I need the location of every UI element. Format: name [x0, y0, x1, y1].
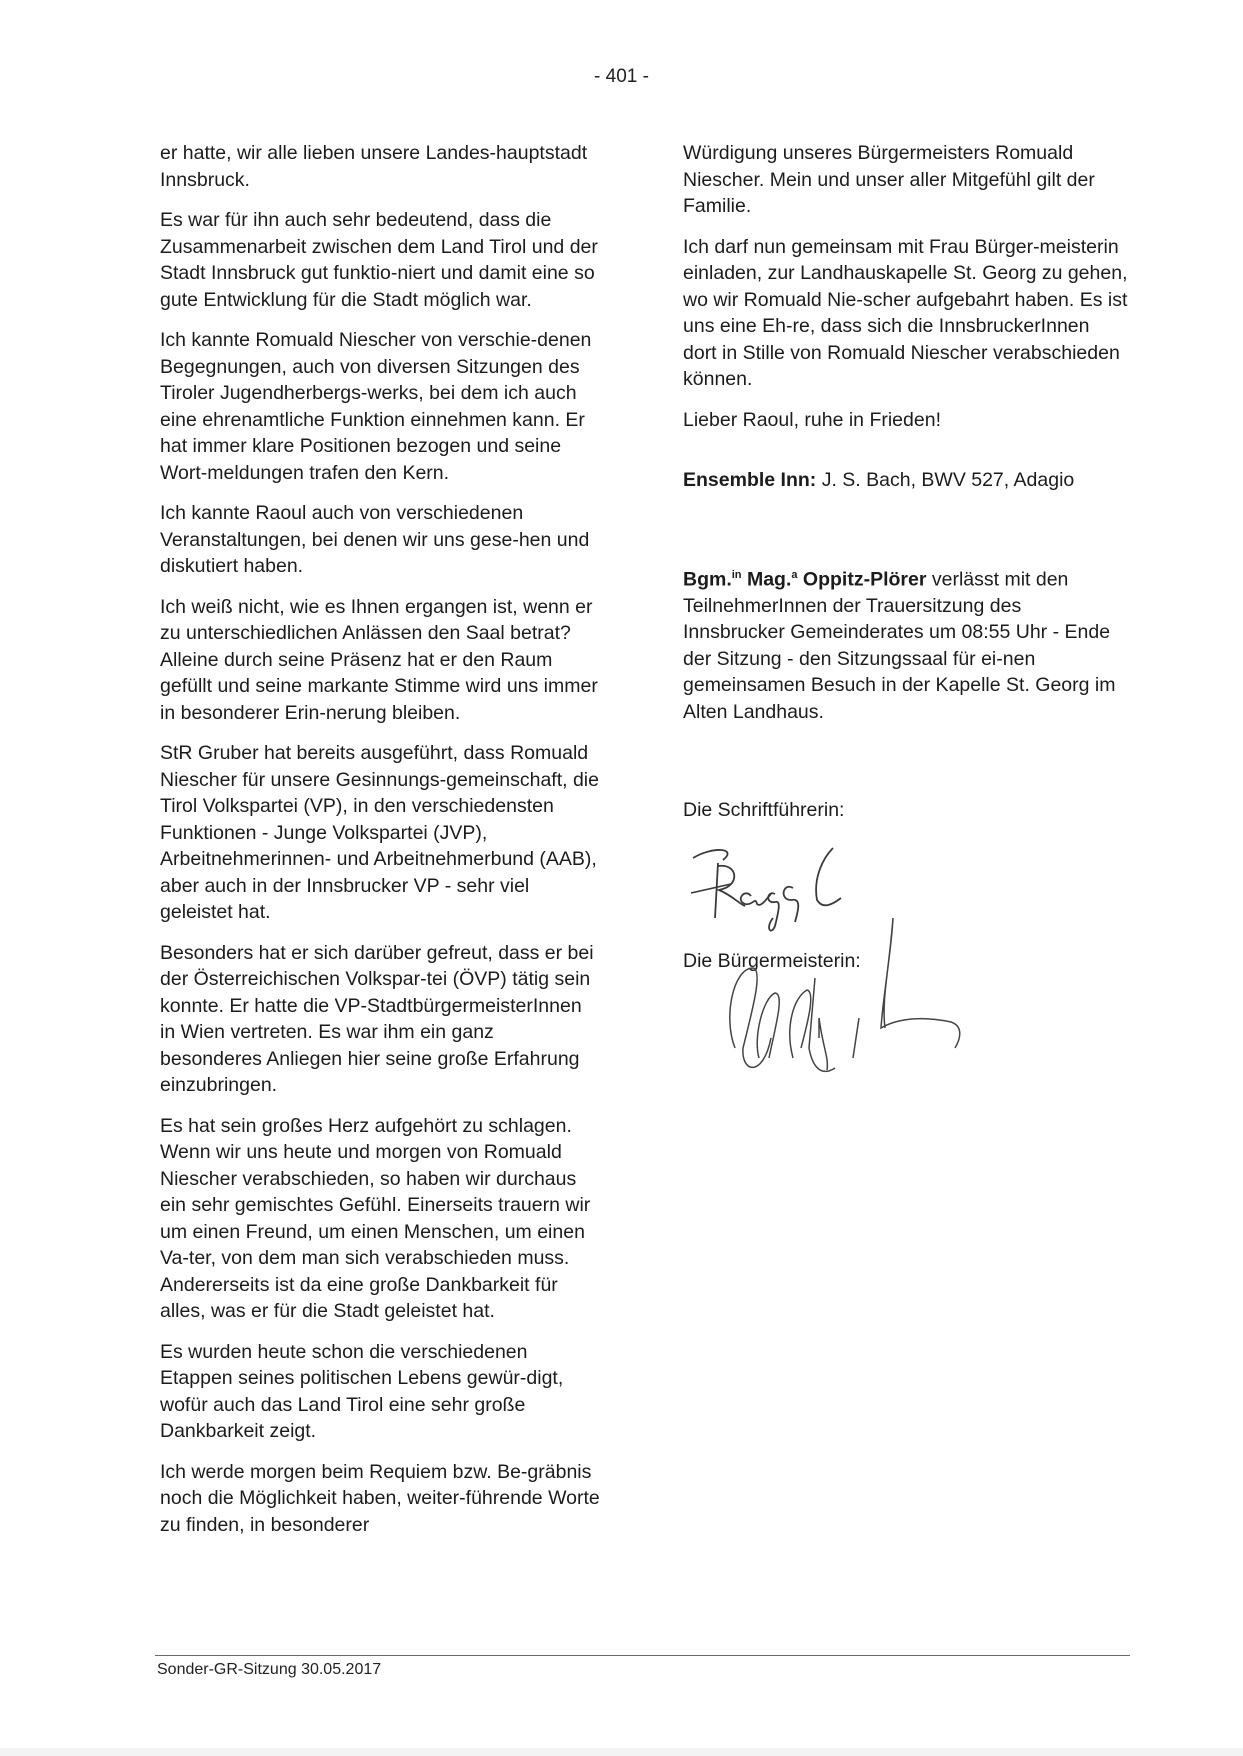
left-column	[160, 140, 600, 1552]
right-column	[683, 140, 1128, 1098]
music-performer: Ensemble Inn:	[683, 469, 817, 491]
page-number: - 401 -	[594, 66, 649, 87]
paragraph: Ich weiß nicht, wie es Ihnen ergangen ist, wenn er zu unterschiedlichen Anlässen den Saal betrat? Alleine durch seine Präsenz hat er den Raum gefüllt und seine markante Stimme wird uns immer in besonderer Erin-nerung bleiben.	[160, 595, 598, 724]
music-note	[683, 467, 1128, 494]
paragraph: StR Gruber hat bereits ausgeführt, dass Romuald Niescher für unsere Gesinnungs-gemeinschaft, die Tirol Volkspartei (VP), in den verschiedensten Funktionen - Junge Volkspartei (JVP), Arbeitnehmerinnen- und Arbeitnehmerbund (AAB), aber auch in der Innsbrucker VP - sehr viel geleistet hat.	[160, 742, 599, 923]
clerk-label: Die Schriftführerin:	[683, 799, 845, 821]
paragraph: Es wurden heute schon die verschiedenen Etappen seines politischen Lebens gewür-digt, wofür auch das Land Tirol eine sehr große Dankbarkeit zeigt.	[160, 1340, 564, 1442]
scan-edge	[0, 1748, 1243, 1756]
mayor-signature-block	[683, 948, 1128, 1098]
paragraph: Lieber Raoul, ruhe in Frieden!	[683, 408, 941, 431]
mayor-name: Oppitz-Plörer	[802, 568, 927, 590]
paragraph: Es hat sein großes Herz aufgehört zu schlagen. Wenn wir uns heute und morgen von Romuald Niescher verabschieden, so haben wir durchaus ein sehr gemischtes Gefühl. Einerseits trauern wir um einen Freund, um einen Menschen, um einen Va-ter, von dem man sich verabschieden muss. Andererseits ist da eine große Dankbarkeit für alles, was er für die Stadt geleistet hat.	[160, 1114, 591, 1322]
title-bgm: Bgm.	[683, 568, 732, 590]
title-mag: Mag.	[746, 568, 792, 590]
paragraph: er hatte, wir alle lieben unsere Landes-hauptstadt Innsbruck.	[160, 142, 588, 191]
title-mag-sup: a	[791, 568, 798, 581]
mayor-signature	[723, 898, 993, 1108]
paragraph: Würdigung unseres Bürgermeisters Romuald Niescher. Mein und unser aller Mitgefühl gilt der Familie.	[683, 142, 1095, 217]
mayor-label: Die Bürgermeisterin:	[683, 949, 861, 972]
paragraph: Ich darf nun gemeinsam mit Frau Bürger-meisterin einladen, zur Landhauskapelle St. Georg zu gehen, wo wir Romuald Nie-scher aufgebahrt haben. Es ist uns eine Eh-re, dass sich die InnsbruckerInnen dort in Stille von Romuald Niescher verabschieden können.	[683, 235, 1128, 390]
title-bgm-sup: in	[731, 568, 742, 581]
paragraph: Es war für ihn auch sehr bedeutend, dass die Zusammenarbeit zwischen dem Land Tirol und der Stadt Innsbruck gut funktio-niert und damit eine so gute Entwicklung für die Stadt möglich war.	[160, 209, 598, 311]
music-piece: J. S. Bach, BWV 527, Adagio	[816, 469, 1075, 491]
action-note	[683, 562, 1128, 726]
footer-session: Sonder-GR-Sitzung 30.05.2017	[157, 1661, 382, 1678]
action-text: verlässt mit den TeilnehmerInnen der Trauersitzung des Innsbrucker Gemeinderates um 08:55 Uhr - Ende der Sitzung - den Sitzungssaal für ei-nen gemeinsamen Besuch in der Kapelle St. Georg im Alten Landhaus.	[683, 568, 1116, 723]
paragraph: Besonders hat er sich darüber gefreut, dass er bei der Österreichischen Volkspar-tei (ÖVP) tätig sein konnte. Er hatte die VP-StadtbürgermeisterInnen in Wien vertreten. Es war ihm ein ganz besonderes Anliegen hier seine große Erfahrung einzubringen.	[160, 941, 594, 1096]
paragraph: Ich kannte Romuald Niescher von verschie-denen Begegnungen, auch von diversen Sitzungen des Tiroler Jugendherbergs-werks, bei dem ich auch eine ehrenamtliche Funktion einnehmen kann. Er hat immer klare Positionen bezogen und seine Wort-meldungen trafen den Kern.	[160, 329, 592, 484]
footer-divider	[155, 1655, 1130, 1656]
paragraph: Ich werde morgen beim Requiem bzw. Be-gräbnis noch die Möglichkeit haben, weiter-führende Worte zu finden, in besonderer	[160, 1460, 600, 1536]
paragraph: Ich kannte Raoul auch von verschiedenen Veranstaltungen, bei denen wir uns gese-hen und diskutiert haben.	[160, 502, 590, 577]
